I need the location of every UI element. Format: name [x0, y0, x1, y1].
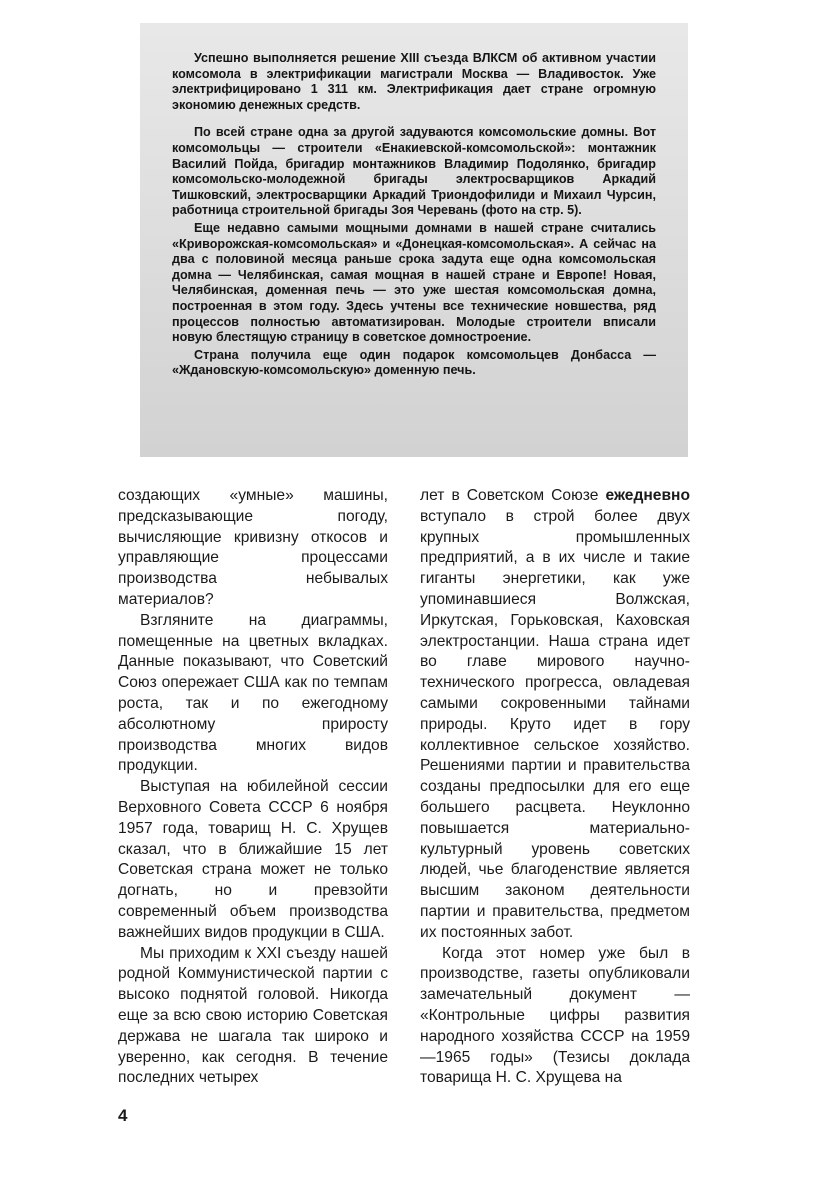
right-column [420, 486, 690, 1089]
left-column [118, 486, 388, 1089]
intro-box [140, 23, 688, 457]
intro-paragraph-4: Страна получила еще один подарок комсомольцев Донбасса — «Ждановскую-комсомольскую» доменную печь. [172, 347, 656, 378]
left-paragraph-4: Мы приходим к XXI съезду нашей родной Коммунистической партии с высоко поднятой головой. Никогда еще за всю свою историю Советская держава не шагала так широко и уверенно, как сегодня. В течение последних четырех [118, 944, 388, 1087]
intro-paragraph-3: Еще недавно самыми мощными домнами в нашей стране считались «Криворожская-комсомольская» и «Донецкая-комсомольская». А сейчас на два с половиной месяца раньше срока задута еще одна комсомольская домна — Челябинская, самая мощная в нашей стране и Европе! Новая, Челябинская, доменная печь — это уже шестая комсомольская домна, построенная в этом году. Здесь учтены все технические новшества, ряд процессов полностью автоматизирован. Молодые строители вписали новую блестящую страницу в советское домностроение. [172, 220, 656, 345]
left-paragraph-2: Взгляните на диаграммы, помещенные на цветных вкладках. Данные показывают, что Советский Союз опережает США как по темпам роста, так и по ежегодному абсолютному приросту производства многих видов продукции. [118, 611, 388, 775]
right-paragraph-2: Когда этот номер уже был в производстве, газеты опубликовали замечательный документ — «Контрольные цифры развития народного хозяйства СССР на 1959—1965 годы» (Тезисы доклада товарища Н. С. Хрущева на [420, 944, 690, 1087]
right-paragraph-1-start: лет в Советском Союзе [420, 487, 606, 504]
left-paragraph-3: Выступая на юбилейной сессии Верховного Совета СССР 6 ноября 1957 года, товарищ Н. С. Хрущев сказал, что в ближайшие 15 лет Советская страна может не только догнать, но и превзойти современный объем производства важнейших видов продукции в США. [118, 778, 388, 941]
right-paragraph-1 [420, 486, 690, 944]
intro-paragraph-1: Успешно выполняется решение XIII съезда ВЛКСМ об активном участии комсомола в электрификации магистрали Москва — Владивосток. Уже электрифицировано 1 311 км. Электрификация дает стране огромную экономию денежных средств. [172, 51, 656, 112]
page-number: 4 [118, 1106, 128, 1125]
intro-paragraph-2: По всей стране одна за другой задуваются комсомольские домны. Вот комсомольцы — строители «Енакиевской-комсомольской»: монтажник Василий Пойда, бригадир монтажников Владимир Подолянко, бригадир комсомольско-молодежной бригады электросварщиков Аркадий Тишковский, электросварщики Аркадий Триондофилиди и Михаил Чурсин, работница строительной бригады Зоя Черевань (фото на стр. 5). [172, 125, 656, 218]
left-paragraph-1: создающих «умные» машины, предсказывающие погоду, вычисляющие кривизну откосов и управляющие процессами производства небывалых материалов? [118, 487, 388, 608]
right-paragraph-1-emphasis: ежедневно [605, 487, 690, 504]
right-paragraph-1-rest: вступало в строй более двух крупных промышленных предприятий, а в их числе и такие гиганты энергетики, как уже упоминавшиеся Волжская, Иркутская, Горьковская, Каховская электростанции. Наша страна идет во главе мирового научно-технического прогресса, овладевая самыми сокровенными тайнами природы. Круто идет в гору коллективное сельское хозяйство. Решениями партии и правительства созданы предпосылки для его еще большего расцвета. Неуклонно повышается материально-культурный уровень советских людей, чье благоденствие является высшим законом деятельности партии и правительства, предметом их постоянных забот. [420, 507, 690, 941]
